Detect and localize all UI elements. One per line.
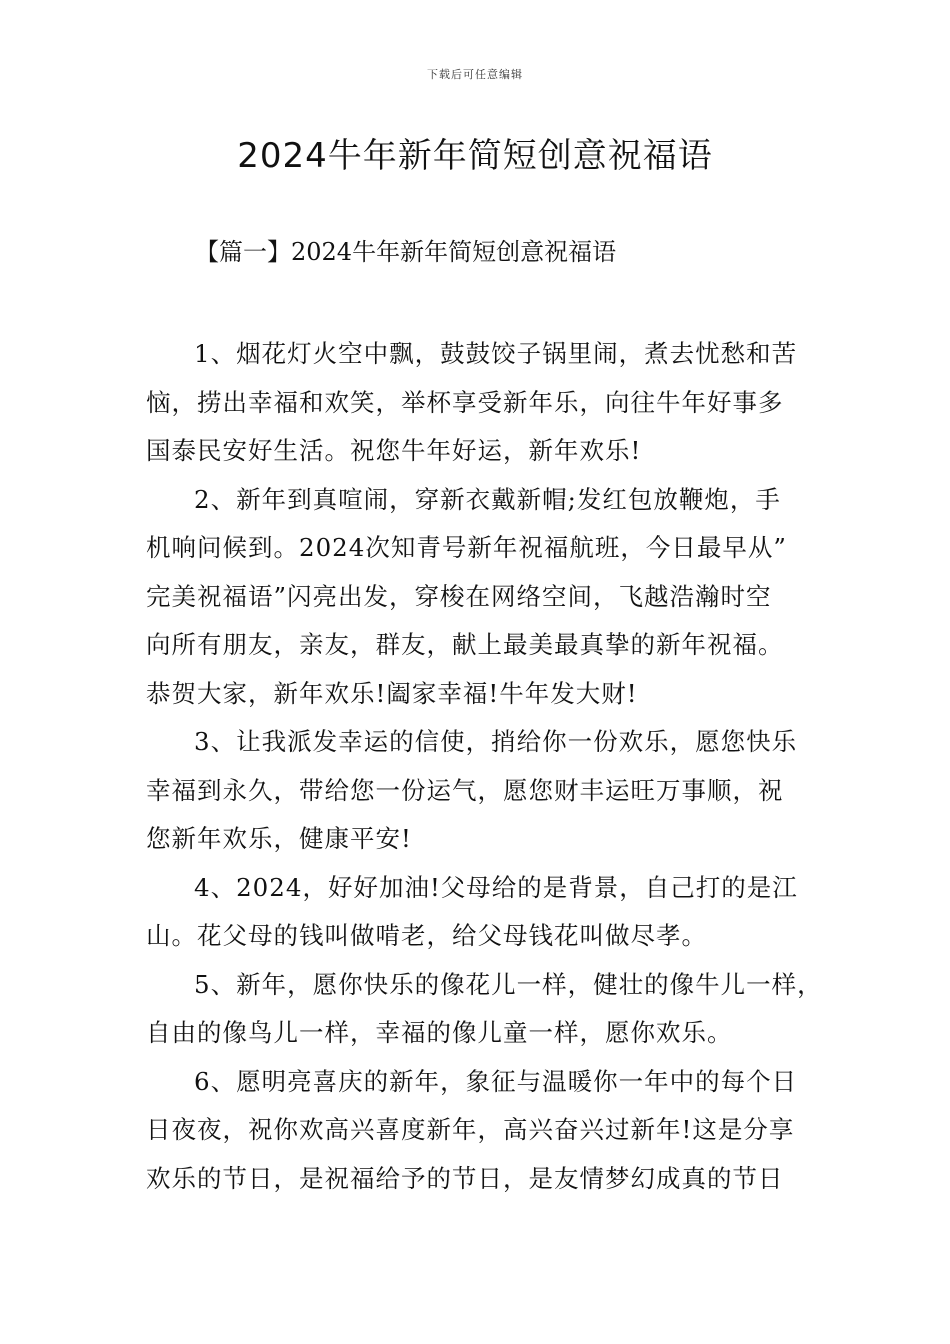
text-line: 5、新年，愿你快乐的像花儿一样，健壮的像牛儿一样， (194, 969, 823, 999)
text-line: 机响问候到。2024次知青号新年祝福航班，今日最早从” (146, 533, 787, 562)
text-line: 6、愿明亮喜庆的新年，象征与温暖你一年中的每个日 (194, 1066, 798, 1096)
text-line: 向所有朋友，亲友，群友，献上最美最真挚的新年祝福。 (146, 630, 784, 659)
section-title: 【篇一】2024牛年新年简短创意祝福语 (195, 238, 617, 266)
text-line: 3、让我派发幸运的信使，捎给你一份欢乐，愿您快乐 (194, 727, 798, 756)
document-title: 2024牛年新年简短创意祝福语 (237, 136, 713, 176)
text-line: 您新年欢乐，健康平安! (146, 824, 412, 853)
text-line: 国泰民安好生活。祝您牛年好运，新年欢乐! (146, 436, 642, 465)
text-line: 完美祝福语”闪亮出发，穿梭在网络空间，飞越浩瀚时空 (146, 581, 772, 611)
text-line: 日夜夜，祝你欢高兴喜度新年，高兴奋兴过新年!这是分享 (146, 1115, 795, 1144)
text-line: 恭贺大家，新年欢乐!阖家幸福!牛年发大财! (146, 678, 638, 708)
text-line: 欢乐的节日，是祝福给予的节日，是友情梦幻成真的节日 (146, 1163, 784, 1193)
text-line: 2、新年到真喧闹，穿新衣戴新帽;发红包放鞭炮，手 (194, 484, 781, 514)
body-text (146, 330, 836, 1203)
text-line: 山。花父母的钱叫做啃老，给父母钱花叫做尽孝。 (146, 921, 707, 950)
text-line: 自由的像鸟儿一样，幸福的像儿童一样，愿你欢乐。 (146, 1018, 733, 1047)
text-line: 恼，捞出幸福和欢笑，举杯享受新年乐，向往牛年好事多 (146, 387, 784, 417)
text-line: 1、烟花灯火空中飘，鼓鼓饺子锅里闹，煮去忧愁和苦 (194, 339, 798, 368)
header-note: 下载后可任意编辑 (427, 68, 523, 81)
text-line: 4、2024，好好加油!父母给的是背景，自己打的是江 (194, 872, 798, 902)
text-line: 幸福到永久，带给您一份运气，愿您财丰运旺万事顺，祝 (146, 775, 784, 805)
